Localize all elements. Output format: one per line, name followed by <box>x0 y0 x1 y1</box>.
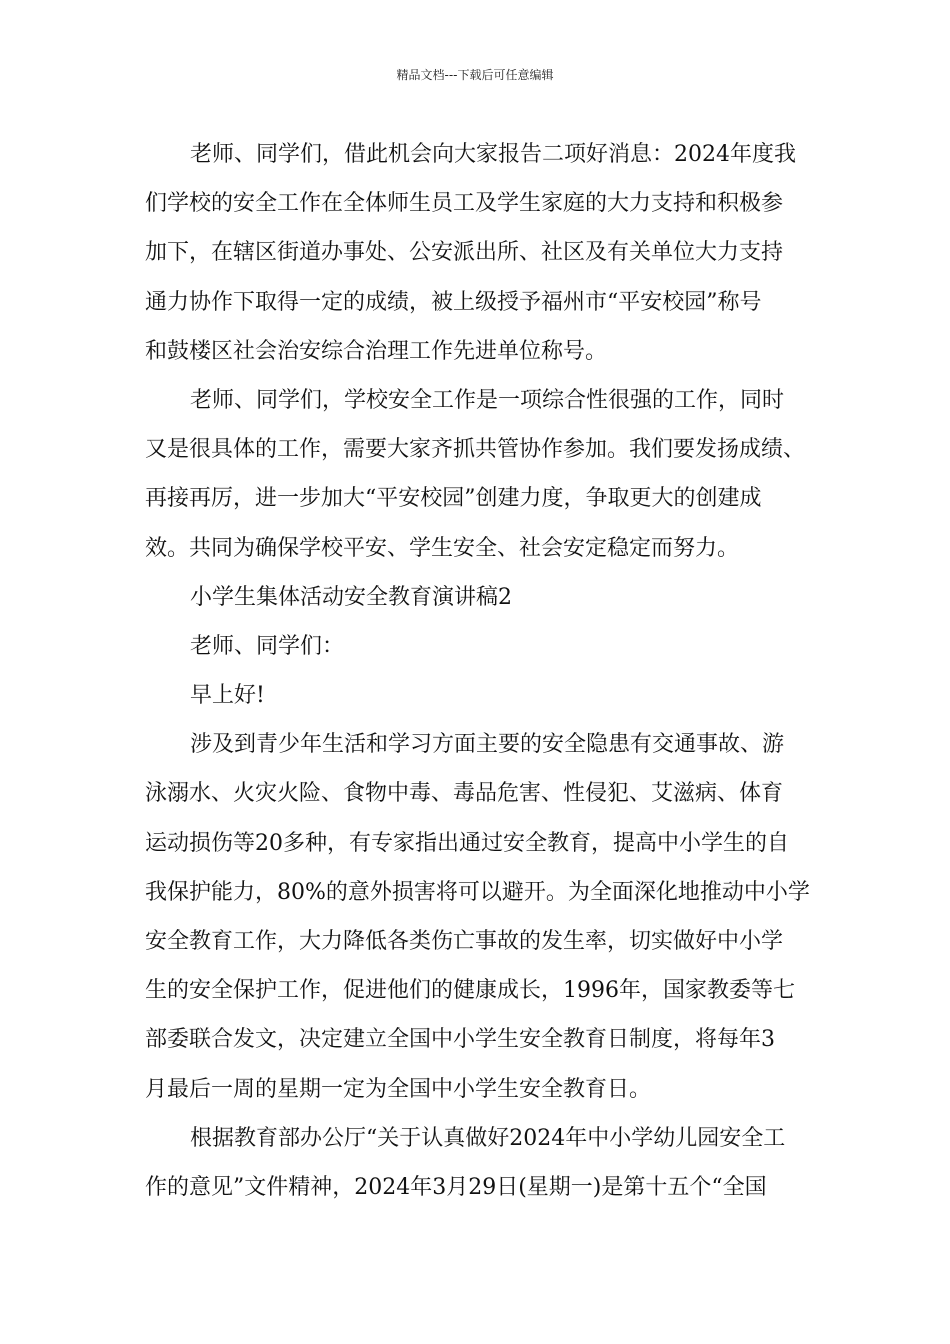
text-line: 作的意见”文件精神，2024年3月29日(星期一)是第十五个“全国 <box>145 1174 767 1200</box>
text-line: 月最后一周的星期一定为全国中小学生安全教育日。 <box>145 1076 652 1102</box>
text-line: 我保护能力，80%的意外损害将可以避开。为全面深化地推动中小学 <box>145 879 810 905</box>
text-line: 又是很具体的工作，需要大家齐抓共管协作参加。我们要发扬成绩、 <box>145 437 806 463</box>
text-line: 部委联合发文，决定建立全国中小学生安全教育日制度，将每年3 <box>145 1027 775 1053</box>
text-line: 再接再厉，进一步加大“平安校园”创建力度，争取更大的创建成 <box>145 486 762 512</box>
text-line: 和鼓楼区社会治安综合治理工作先进单位称号。 <box>145 338 608 364</box>
text-line: 加下，在辖区街道办事处、公安派出所、社区及有关单位大力支持 <box>145 240 784 266</box>
text-line: 效。共同为确保学校平安、学生安全、社会安定稳定而努力。 <box>145 535 740 561</box>
document-body <box>145 130 825 1212</box>
text-line: 安全教育工作，大力降低各类伤亡事故的发生率，切实做好中小学 <box>145 929 784 954</box>
salutation: 老师、同学们： <box>190 633 345 659</box>
text-line: 泳溺水、火灾火险、食物中毒、毒品危害、性侵犯、艾滋病、体育 <box>145 781 784 807</box>
text-line: 通力协作下取得一定的成绩，被上级授予福州市“平安校园”称号 <box>145 289 762 315</box>
greeting: 早上好! <box>190 683 265 709</box>
text-line: 生的安全保护工作，促进他们的健康成长，1996年，国家教委等七 <box>145 978 795 1004</box>
text-line: 运动损伤等20多种，有专家指出通过安全教育，提高中小学生的自 <box>145 830 789 856</box>
section-heading: 小学生集体活动安全教育演讲稿2 <box>190 584 512 610</box>
text-line: 涉及到青少年生活和学习方面主要的安全隐患有交通事故、游 <box>190 732 785 758</box>
text-line: 老师、同学们，学校安全工作是一项综合性很强的工作，同时 <box>190 387 785 413</box>
page-header: 精品文档---下载后可任意编辑 <box>396 68 554 82</box>
text-line: 们学校的安全工作在全体师生员工及学生家庭的大力支持和积极参 <box>145 191 784 217</box>
text-line: 老师、同学们，借此机会向大家报告二项好消息：2024年度我 <box>190 142 796 167</box>
text-line: 根据教育部办公厅“关于认真做好2024年中小学幼儿园安全工 <box>190 1125 786 1151</box>
